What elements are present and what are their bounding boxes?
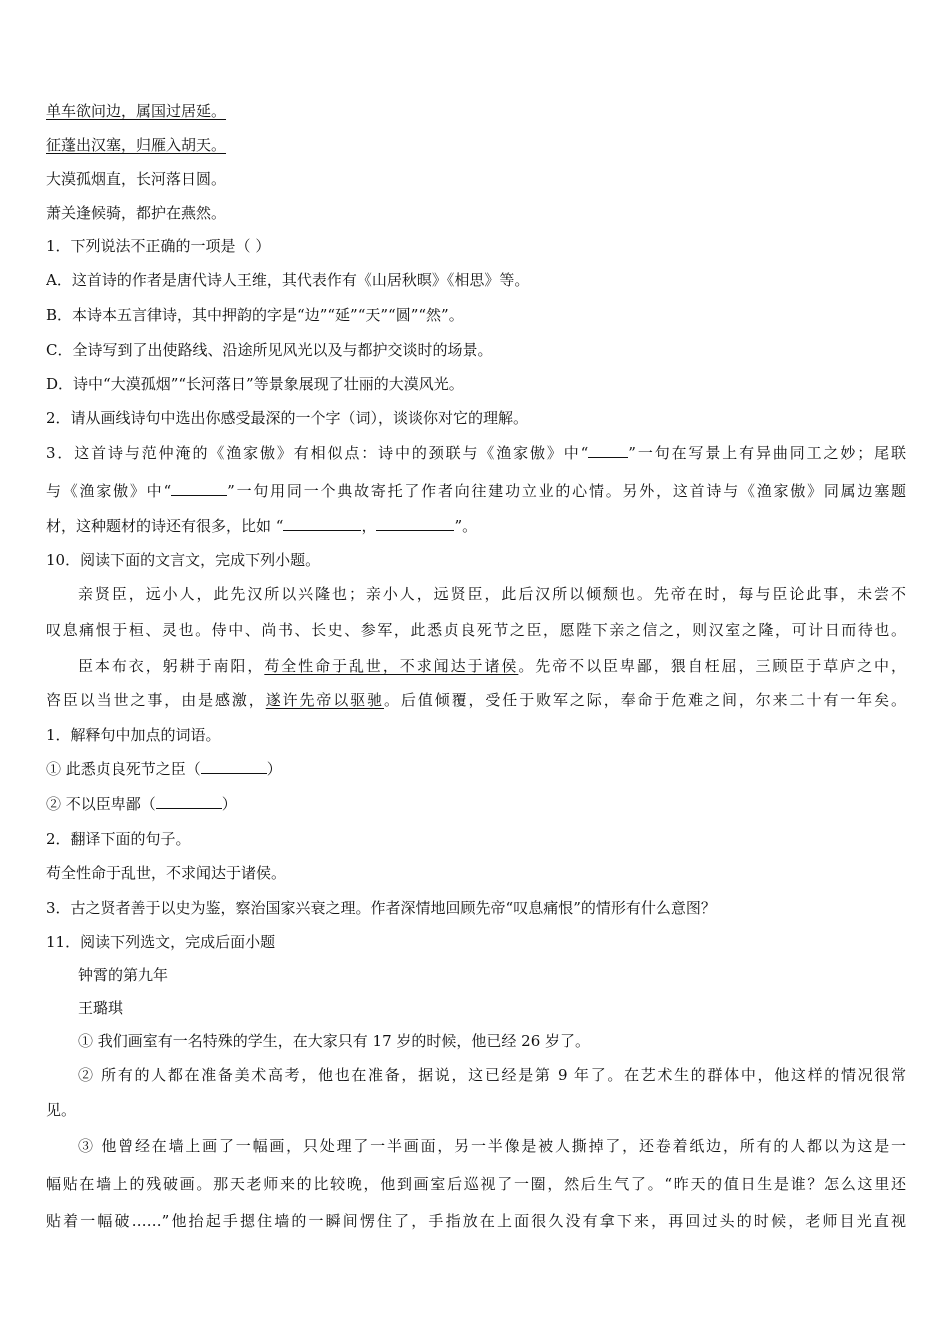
underlined-sentence: 遂许先帝以驱驰 (265, 691, 384, 709)
answer-blank[interactable] (283, 516, 361, 531)
article-paragraph-3-line-2: 幅贴在墙上的残破画。那天老师来的比较晚，他到画室后巡视了一圈，然后生气了。“昨天的值日生是谁？怎么这里还 (46, 1175, 906, 1193)
answer-blank[interactable] (156, 794, 222, 809)
answer-blank[interactable] (201, 759, 267, 774)
article-paragraph-3-line-1: ③ 他曾经在墙上画了一幅画，只处理了一半画面，另一半像是被人撕掉了，还卷着纸边，所有的人都以为这是一 (78, 1137, 906, 1155)
q9-option-c: C．全诗写到了出使路线、沿途所见风光以及与都护交谈时的场景。 (46, 341, 493, 359)
q9-option-a: A．这首诗的作者是唐代诗人王维，其代表作有《山居秋暝》《相思》等。 (46, 271, 530, 289)
q10-passage-line-4: 咨臣以当世之事，由是感激，遂许先帝以驱驰。后值倾覆，受任于败军之际，奉命于危难之间，尔来二十有一年矣。 (46, 691, 906, 709)
q10-title: 10．阅读下面的文言文，完成下列小题。 (46, 551, 321, 569)
article-paragraph-2-line-2: 见。 (46, 1101, 77, 1119)
q10-question-1: 1．解释句中加点的词语。 (46, 726, 221, 744)
poem-line-1: 单车欲问边，属国过居延。 (46, 102, 227, 120)
q10-question-1a: ① 此悉贞良死节之臣（ ） (46, 760, 282, 778)
q9-option-d: D．诗中“大漠孤烟”“长河落日”等景象展现了壮丽的大漠风光。 (46, 375, 464, 393)
q10-question-3: 3．古之贤者善于以史为鉴，察治国家兴衰之理。作者深情地回顾先帝“叹息痛恨”的情形有什么意图？ (46, 899, 716, 917)
q9-question-2: 2．请从画线诗句中选出你感受最深的一个字（词），谈谈你对它的理解。 (46, 409, 529, 427)
q10-passage-line-3: 臣本布衣，躬耕于南阳，苟全性命于乱世，不求闻达于诸侯。先帝不以臣卑鄙，猥自枉屈，三顾臣于草庐之中， (78, 657, 906, 675)
q10-question-1b: ② 不以臣卑鄙（ ） (46, 795, 237, 813)
q9-question-1: 1．下列说法不正确的一项是（ ） (46, 237, 271, 255)
q11-title: 11．阅读下列选文，完成后面小题 (46, 933, 276, 951)
poem-line-2: 征蓬出汉塞，归雁入胡天。 (46, 136, 227, 154)
q9-question-3-line-3: 材，这种题材的诗还有很多，比如 “ ， ”。 (46, 517, 478, 535)
answer-blank[interactable] (376, 516, 454, 531)
q10-passage-line-2: 叹息痛恨于桓、灵也。侍中、尚书、长史、参军，此悉贞良死节之臣，愿陛下亲之信之，则汉室之隆，可计日而待也。 (46, 621, 906, 639)
poem-line-4: 萧关逢候骑，都护在燕然。 (46, 204, 227, 222)
article-paragraph-2-line-1: ② 所有的人都在准备美术高考，他也在准备，据说，这已经是第 9 年了。在艺术生的群体中，他这样的情况很常 (78, 1066, 906, 1084)
poem-line-3: 大漠孤烟直，长河落日圆。 (46, 170, 227, 188)
article-title: 钟霄的第九年 (78, 966, 169, 984)
underlined-sentence: 苟全性命于乱世，不求闻达于诸侯 (264, 657, 519, 675)
answer-blank[interactable] (588, 443, 628, 458)
q10-question-2: 2．翻译下面的句子。 (46, 830, 191, 848)
q10-passage-line-1: 亲贤臣，远小人，此先汉所以兴隆也；亲小人，远贤臣，此后汉所以倾颓也。先帝在时，每与臣论此事，未尝不 (78, 585, 906, 603)
article-paragraph-1: ① 我们画室有一名特殊的学生，在大家只有 17 岁的时候，他已经 26 岁了。 (78, 1032, 591, 1050)
q9-question-3-line-2: 与《渔家傲》中“ ”一句用同一个典故寄托了作者向往建功立业的心情。另外，这首诗与《渔家傲》同属边塞题 (46, 482, 906, 500)
q10-question-2-sentence: 苟全性命于乱世，不求闻达于诸侯。 (46, 864, 287, 882)
article-paragraph-3-line-3: 贴着一幅破……”他抬起手摁住墙的一瞬间愣住了，手指放在上面很久没有拿下来，再回过头的时候，老师目光直视 (46, 1212, 906, 1230)
q9-question-3-line-1: 3．这首诗与范仲淹的《渔家傲》有相似点：诗中的颈联与《渔家傲》中“ ”一句在写景上有异曲同工之妙；尾联 (46, 444, 906, 462)
article-author: 王璐琪 (78, 999, 124, 1017)
q9-option-b: B．本诗本五言律诗，其中押韵的字是“边”“延”“天”“圆”“然”。 (46, 306, 464, 324)
answer-blank[interactable] (171, 481, 227, 496)
